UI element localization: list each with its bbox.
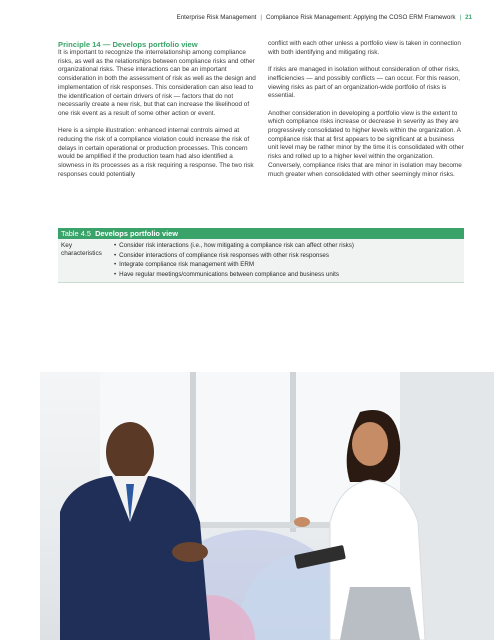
woman-pants xyxy=(340,587,420,640)
list-item: • Have regular meetings/communications between compliance and business units xyxy=(114,270,354,280)
body-paragraph: Here is a simple illustration: enhanced internal controls aimed at reducing the risk of a compliance violation could increase the risk of delays in certain operational or production processes. This concern would be amplified if the production team had also identified a slowness in its processes as a risk requiring a response. The two risk responses could potentially xyxy=(58,127,254,178)
window-mullion xyxy=(290,372,296,532)
page-number: 21 xyxy=(465,14,472,21)
list-item: • Consider risk interactions (i.e., how mitigating a compliance risk can affect other risks) xyxy=(114,241,354,251)
header-separator: | xyxy=(260,14,263,21)
photo-illustration xyxy=(40,372,494,640)
header-separator-2: | xyxy=(459,14,462,21)
principle-heading: Principle 14 — Develops portfolio view xyxy=(58,40,198,49)
list-item: • Integrate compliance risk management with ERM xyxy=(114,260,354,270)
body-paragraph: If risks are managed in isolation without consideration of other risks, inefficiencies — and possibly conflicts — can occur. For this reason, viewing risks as part of an organization-wide portfolio of risks is essential. xyxy=(268,66,461,100)
list-item: • Consider interactions of compliance risk responses with other risk responses xyxy=(114,251,354,261)
table-title: Develops portfolio view xyxy=(95,229,179,238)
table-row-key: Key characteristics xyxy=(61,242,102,257)
woman-hand xyxy=(294,517,310,527)
characteristics-list xyxy=(114,241,354,279)
page-header xyxy=(177,14,472,21)
man-hand xyxy=(172,542,208,562)
right-column xyxy=(268,40,464,188)
business-meeting-photo xyxy=(40,372,494,640)
body-paragraph: conflict with each other unless a portfolio view is taken in connection with both identifying and mitigating risk. xyxy=(268,40,461,56)
characteristics-table xyxy=(58,239,464,283)
left-column xyxy=(58,40,258,188)
table-label: Table 4.5 xyxy=(61,229,91,238)
man-head xyxy=(106,422,154,482)
body-paragraph: Another consideration in developing a portfolio view is the extent to which compliance risks increase or decrease in severity as they are progressively consolidated to higher levels within the organization. A compliance risk that at first appears to be significant at a business unit level may be rather minor by the time it is consolidated with other risks and rolled up to a higher level within the organization. Conversely, compliance risks that are minor in isolation may become much greater when consolidated with other seemingly minor risks. xyxy=(268,109,464,178)
woman-head xyxy=(352,422,388,466)
body-paragraph: It is important to recognize the interrelationship among compliance risks, as well as the relationships between compliance risks and other organizational risks. These interactions can be an important consideration in both the assessment of risk as well as the design and implementation of risk responses. This consideration can also lead to the identification of certain drivers of risk — factors that do not necessarily create a new risk, but that can increase the likelihood of one risk event as a result of some other action or event. xyxy=(58,49,256,117)
table-caption xyxy=(58,228,464,239)
section-title: Compliance Risk Management: Applying the COSO ERM Framework xyxy=(266,14,456,21)
doc-title: Enterprise Risk Management xyxy=(176,14,257,21)
